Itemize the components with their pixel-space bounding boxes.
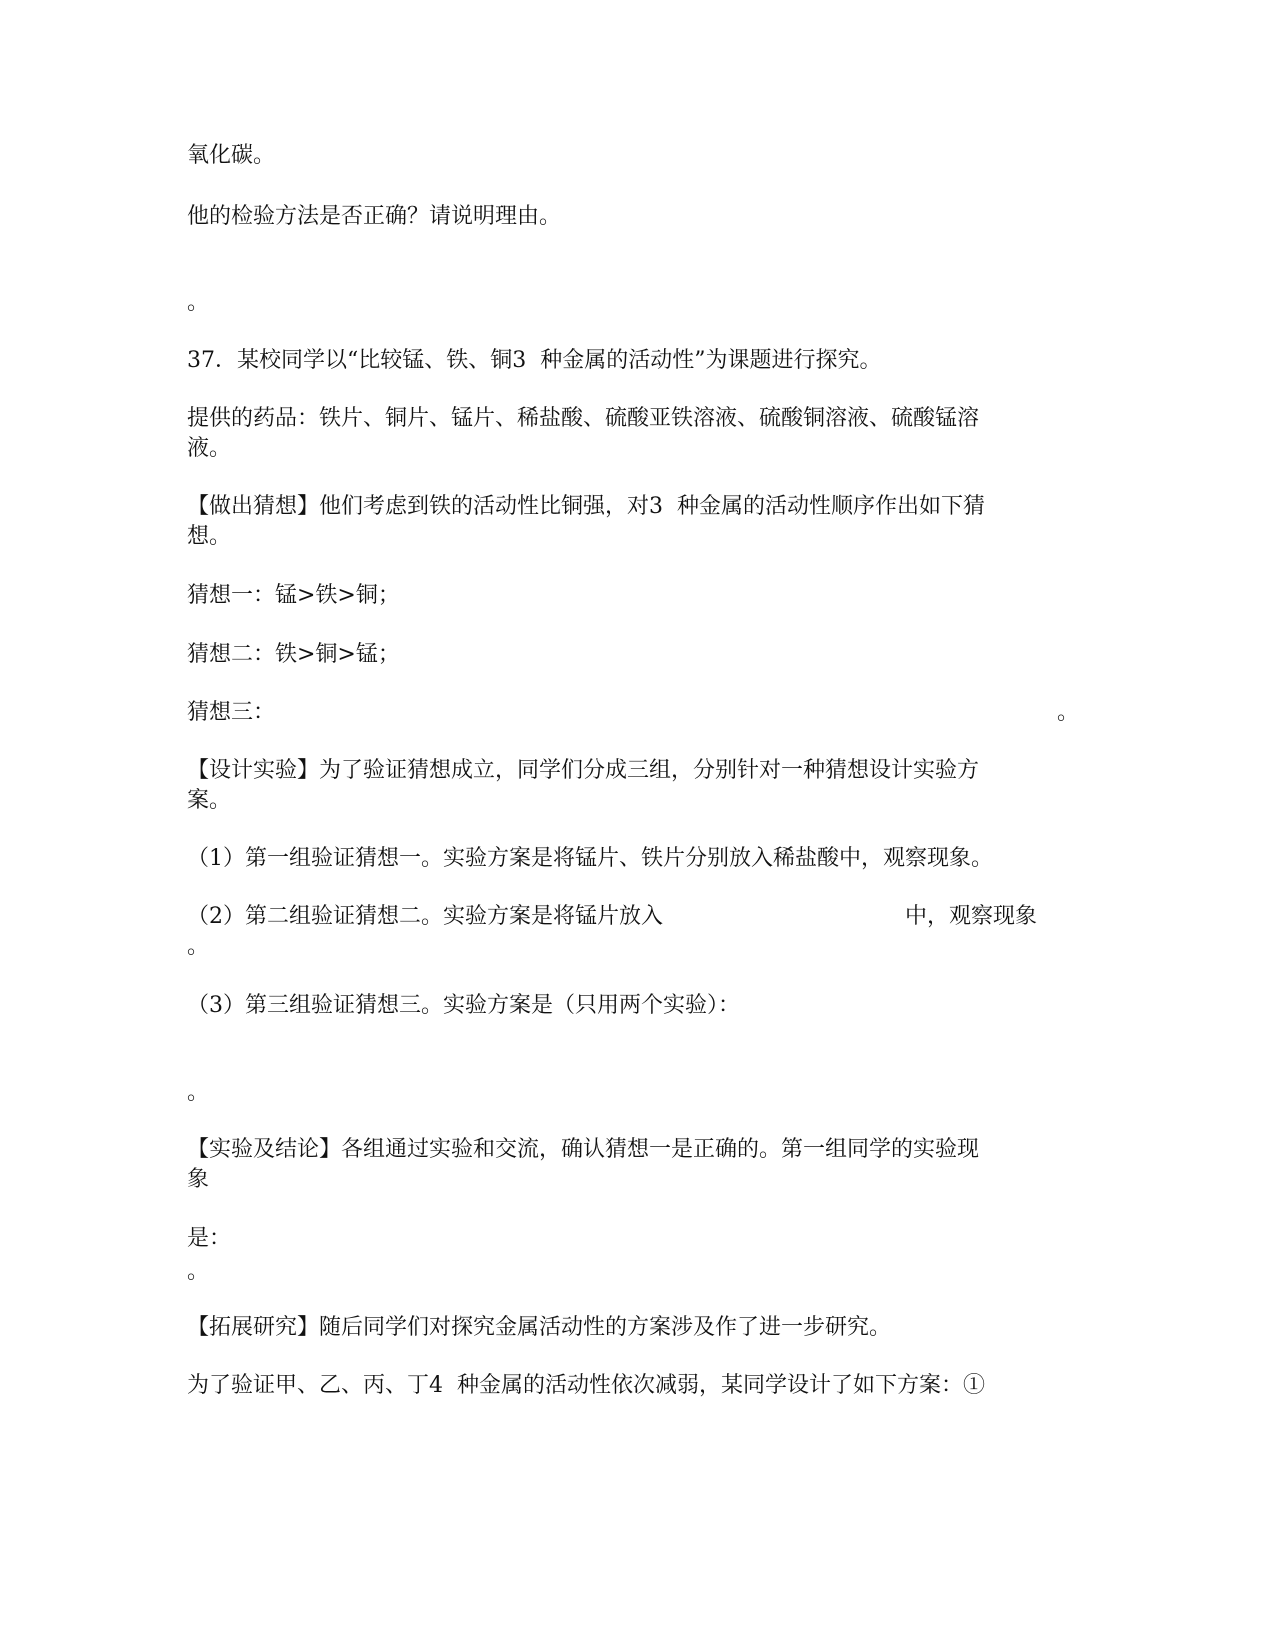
step-1: （1）第一组验证猜想一。实验方案是将锰片、铁片分别放入稀盐酸中，观察现象。 bbox=[187, 846, 993, 871]
text-line: 【做出猜想】他们考虑到铁的活动性比铜强，对3 种金属的活动性顺序作出如下猜 bbox=[187, 494, 985, 519]
text-line: 。 bbox=[187, 1259, 210, 1284]
guess-1: 猜想一：锰>铁>铜； bbox=[187, 583, 400, 608]
question-37: 37．某校同学以“比较锰、铁、铜3 种金属的活动性”为课题进行探究。 bbox=[187, 348, 882, 373]
text-line: 【设计实验】为了验证猜想成立，同学们分成三组，分别针对一种猜想设计实验方 bbox=[187, 758, 980, 783]
text-line: 案。 bbox=[187, 788, 232, 813]
text-line: 氧化碳。 bbox=[187, 143, 276, 168]
guess-3-end: 。 bbox=[1057, 700, 1080, 725]
text-line: 是： bbox=[187, 1226, 232, 1251]
step-3-end: 。 bbox=[187, 1080, 210, 1105]
step-3: （3）第三组验证猜想三。实验方案是（只用两个实验）： bbox=[187, 993, 740, 1018]
step-2: （2）第二组验证猜想二。实验方案是将锰片放入 bbox=[187, 904, 663, 929]
guess-2: 猜想二：铁>铜>锰； bbox=[187, 642, 400, 667]
text-line: 液。 bbox=[187, 436, 232, 461]
text-line: 提供的药品：铁片、铜片、锰片、稀盐酸、硫酸亚铁溶液、硫酸铜溶液、硫酸锰溶 bbox=[187, 406, 980, 431]
step-2-end: 。 bbox=[187, 934, 210, 959]
text-line: 。 bbox=[187, 290, 210, 315]
text-line: 他的检验方法是否正确？请说明理由。 bbox=[187, 204, 562, 229]
text-line: 【拓展研究】随后同学们对探究金属活动性的方案涉及作了进一步研究。 bbox=[187, 1315, 892, 1340]
text-line: 想。 bbox=[187, 524, 232, 549]
text-line: 【实验及结论】各组通过实验和交流，确认猜想一是正确的。第一组同学的实验现 bbox=[187, 1137, 980, 1162]
text-line: 为了验证甲、乙、丙、丁4 种金属的活动性依次减弱，某同学设计了如下方案：① bbox=[187, 1373, 985, 1398]
guess-3: 猜想三： bbox=[187, 700, 276, 725]
step-2-tail: 中，观察现象 bbox=[905, 904, 1038, 929]
text-line: 象 bbox=[187, 1167, 210, 1192]
